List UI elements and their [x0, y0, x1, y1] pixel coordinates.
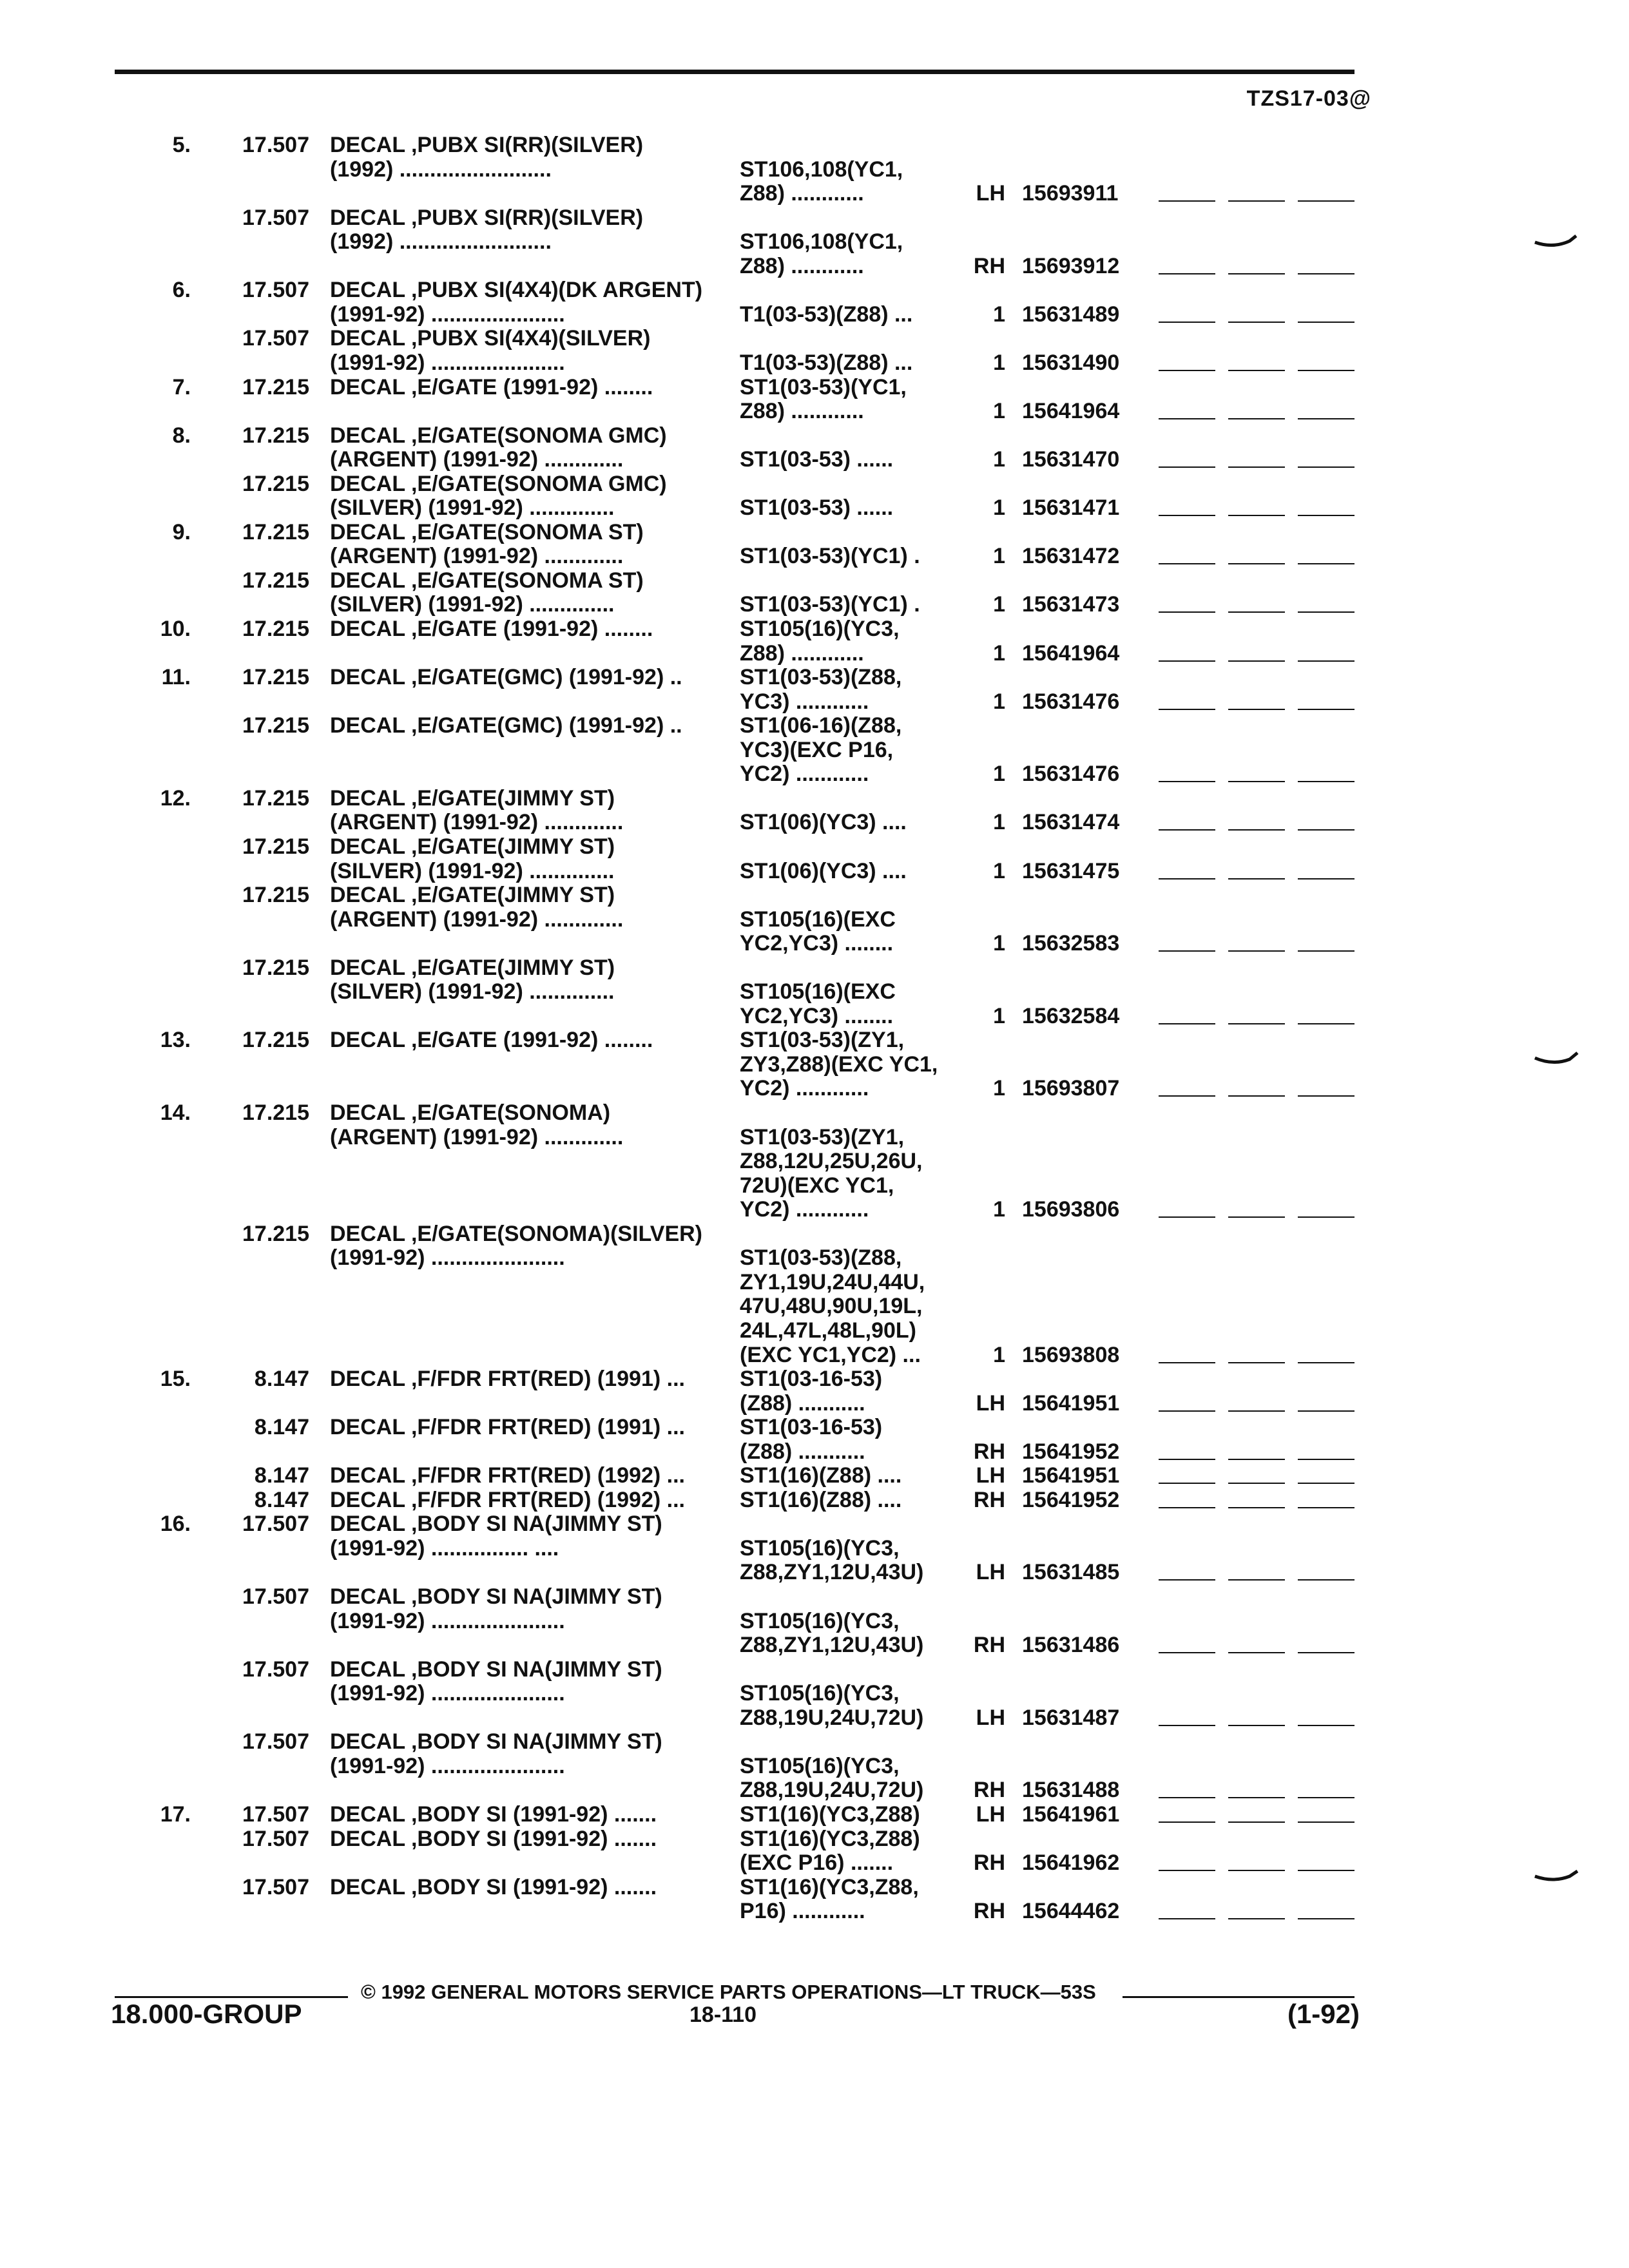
part-description: (SILVER) (1991-92) .............. — [330, 495, 615, 521]
fill-in-blanks — [1159, 1216, 1354, 1218]
part-number: 15631476 — [1022, 762, 1120, 787]
footer-rule-right — [1123, 1996, 1354, 1998]
group-number: 17.215 — [242, 519, 309, 544]
group-number: 17.215 — [242, 1100, 309, 1125]
fill-in-blanks — [1159, 273, 1354, 274]
quantity: LH — [976, 1802, 1005, 1827]
application-code: ST105(16)(YC3, — [740, 1608, 900, 1633]
quantity: 1 — [993, 302, 1005, 327]
part-description: DECAL ,E/GATE(JIMMY ST) — [330, 834, 615, 859]
part-number: 15631473 — [1022, 592, 1120, 617]
fill-in-blanks — [1159, 1797, 1354, 1798]
ref-number: 17. — [160, 1802, 191, 1827]
quantity: RH — [973, 1439, 1005, 1464]
part-description: (1992) ......................... — [330, 157, 552, 182]
part-description: (SILVER) (1991-92) .............. — [330, 592, 615, 617]
fill-in-blanks — [1159, 1507, 1354, 1508]
part-number: 15693912 — [1022, 253, 1120, 278]
part-description: (ARGENT) (1991-92) ............. — [330, 810, 624, 835]
quantity: RH — [973, 1850, 1005, 1876]
application-code: ZY3,Z88)(EXC YC1, — [740, 1052, 938, 1077]
part-number: 15693807 — [1022, 1076, 1120, 1101]
ref-number: 10. — [160, 617, 191, 641]
group-number: 8.147 — [254, 1463, 309, 1488]
part-number: 15641951 — [1022, 1390, 1120, 1416]
ref-number: 6. — [172, 278, 191, 303]
fill-in-blanks — [1159, 200, 1354, 202]
group-number: 17.215 — [242, 617, 309, 641]
fill-in-blanks — [1159, 950, 1354, 952]
application-code: ST1(03-53)(YC1) . — [740, 592, 920, 617]
group-number: 8.147 — [254, 1415, 309, 1440]
part-description: DECAL ,E/GATE(SONOMA) — [330, 1100, 611, 1125]
application-code: ST1(03-53)(YC1, — [740, 374, 907, 399]
part-description: DECAL ,F/FDR FRT(RED) (1991) ... — [330, 1415, 685, 1440]
part-number: 15641952 — [1022, 1487, 1120, 1512]
quantity: 1 — [993, 1342, 1005, 1367]
application-code: ST1(03-16-53) — [740, 1367, 883, 1392]
part-description: (ARGENT) (1991-92) ............. — [330, 907, 624, 932]
application-code: (EXC P16) ....... — [740, 1850, 894, 1876]
application-code: ST105(16)(YC3, — [740, 617, 900, 641]
fill-in-blanks — [1159, 660, 1354, 662]
quantity: 1 — [993, 495, 1005, 521]
application-code: YC3) ............ — [740, 689, 869, 714]
application-code: ST1(16)(YC3,Z88) — [740, 1826, 920, 1851]
part-description: DECAL ,BODY SI NA(JIMMY ST) — [330, 1584, 662, 1609]
part-description: DECAL ,PUBX SI(4X4)(DK ARGENT) — [330, 278, 703, 303]
quantity: 1 — [993, 858, 1005, 883]
quantity: 1 — [993, 447, 1005, 472]
part-number: 15631474 — [1022, 810, 1120, 835]
part-number: 15631487 — [1022, 1705, 1120, 1730]
part-description: (SILVER) (1991-92) .............. — [330, 858, 615, 883]
fill-in-blanks — [1159, 1023, 1354, 1024]
application-code: YC2) ............ — [740, 762, 869, 787]
part-description: DECAL ,F/FDR FRT(RED) (1992) ... — [330, 1463, 685, 1488]
application-code: ST1(03-53) ...... — [740, 495, 894, 521]
application-code: Z88,19U,24U,72U) — [740, 1705, 924, 1730]
fill-in-blanks — [1159, 611, 1354, 613]
quantity: LH — [976, 1463, 1005, 1488]
part-number: 15631490 — [1022, 350, 1120, 375]
application-code: Z88) ............ — [740, 399, 864, 424]
part-description: DECAL ,E/GATE(SONOMA ST) — [330, 519, 644, 544]
application-code: T1(03-53)(Z88) ... — [740, 350, 913, 375]
part-description: (1991-92) ...................... — [330, 1681, 565, 1706]
margin-check-mark — [1534, 1052, 1579, 1067]
fill-in-blanks — [1159, 515, 1354, 516]
fill-in-blanks — [1159, 1870, 1354, 1871]
quantity: LH — [976, 1705, 1005, 1730]
fill-in-blanks — [1159, 1821, 1354, 1823]
application-code: ST1(06)(YC3) .... — [740, 858, 907, 883]
fill-in-blanks — [1159, 1459, 1354, 1460]
fill-in-blanks — [1159, 370, 1354, 371]
part-number: 15631475 — [1022, 858, 1120, 883]
part-description: (1991-92) ...................... — [330, 302, 565, 327]
group-number: 17.215 — [242, 713, 309, 738]
quantity: 1 — [993, 350, 1005, 375]
margin-check-mark — [1534, 1869, 1579, 1884]
part-number: 15693808 — [1022, 1342, 1120, 1367]
application-code: ST1(03-53)(ZY1, — [740, 1124, 905, 1149]
part-number: 15631476 — [1022, 689, 1120, 714]
application-code: ST1(03-53)(YC1) . — [740, 544, 920, 569]
page-number: 18-110 — [689, 2003, 757, 2027]
quantity: 1 — [993, 1003, 1005, 1028]
application-code: Z88) ............ — [740, 253, 864, 278]
group-number: 17.507 — [242, 1657, 309, 1682]
application-code: ST1(16)(YC3,Z88) — [740, 1802, 920, 1827]
part-description: (1991-92) ................ .... — [330, 1535, 559, 1561]
group-number: 17.215 — [242, 374, 309, 399]
fill-in-blanks — [1159, 1410, 1354, 1412]
ref-number: 12. — [160, 785, 191, 811]
part-number: 15631485 — [1022, 1560, 1120, 1585]
part-description: DECAL ,E/GATE(JIMMY ST) — [330, 955, 615, 980]
group-number: 17.507 — [242, 1826, 309, 1851]
application-code: Z88) ............ — [740, 640, 864, 666]
part-description: DECAL ,E/GATE (1991-92) ........ — [330, 374, 653, 399]
ref-number: 15. — [160, 1367, 191, 1392]
ref-number: 11. — [161, 665, 191, 690]
application-code: ST1(03-53) ...... — [740, 447, 894, 472]
quantity: 1 — [993, 1076, 1005, 1101]
part-description: (SILVER) (1991-92) .............. — [330, 979, 615, 1004]
part-description: DECAL ,PUBX SI(RR)(SILVER) — [330, 205, 644, 230]
part-number: 15641951 — [1022, 1463, 1120, 1488]
application-code: Z88,19U,24U,72U) — [740, 1778, 924, 1803]
application-code: Z88) ............ — [740, 181, 864, 206]
part-number: 15641962 — [1022, 1850, 1120, 1876]
quantity: RH — [973, 253, 1005, 278]
application-code: (Z88) ........... — [740, 1390, 865, 1416]
part-description: DECAL ,E/GATE(SONOMA GMC) — [330, 423, 667, 448]
group-number: 17.507 — [242, 1584, 309, 1609]
part-number: 15644462 — [1022, 1899, 1120, 1924]
part-description: DECAL ,BODY SI (1991-92) ....... — [330, 1826, 657, 1851]
quantity: RH — [973, 1487, 1005, 1512]
part-description: DECAL ,E/GATE(GMC) (1991-92) .. — [330, 713, 682, 738]
application-code: T1(03-53)(Z88) ... — [740, 302, 913, 327]
application-code: Z88,ZY1,12U,43U) — [740, 1560, 924, 1585]
application-code: ST105(16)(YC3, — [740, 1535, 900, 1561]
part-description: (1991-92) ...................... — [330, 1608, 565, 1633]
fill-in-blanks — [1159, 418, 1354, 419]
part-number: 15631489 — [1022, 302, 1120, 327]
ref-number: 13. — [160, 1028, 191, 1053]
quantity: 1 — [993, 592, 1005, 617]
group-number: 17.215 — [242, 883, 309, 908]
application-code: ST105(16)(EXC — [740, 907, 896, 932]
part-description: (ARGENT) (1991-92) ............. — [330, 544, 624, 569]
quantity: 1 — [993, 399, 1005, 424]
quantity: RH — [973, 1899, 1005, 1924]
part-description: DECAL ,E/GATE(SONOMA GMC) — [330, 471, 667, 496]
group-number: 17.215 — [242, 834, 309, 859]
group-number: 17.215 — [242, 955, 309, 980]
group-number: 17.507 — [242, 1512, 309, 1537]
application-code: ST105(16)(EXC — [740, 979, 896, 1004]
application-code: ST105(16)(YC3, — [740, 1681, 900, 1706]
fill-in-blanks — [1159, 1362, 1354, 1363]
part-number: 15631470 — [1022, 447, 1120, 472]
fill-in-blanks — [1159, 1725, 1354, 1726]
application-code: ST1(06)(YC3) .... — [740, 810, 907, 835]
part-description: DECAL ,PUBX SI(RR)(SILVER) — [330, 133, 644, 157]
group-number: 17.507 — [242, 205, 309, 230]
group-number: 17.215 — [242, 568, 309, 593]
application-code: ST1(16)(Z88) .... — [740, 1487, 902, 1512]
application-code: 24L,47L,48L,90L) — [740, 1318, 917, 1343]
application-code: ST1(16)(Z88) .... — [740, 1463, 902, 1488]
fill-in-blanks — [1159, 878, 1354, 879]
part-number: 15641964 — [1022, 640, 1120, 666]
part-number: 15631471 — [1022, 495, 1120, 521]
ref-number: 14. — [160, 1100, 191, 1125]
part-description: (ARGENT) (1991-92) ............. — [330, 447, 624, 472]
application-code: ST105(16)(YC3, — [740, 1753, 900, 1778]
quantity: RH — [973, 1778, 1005, 1803]
group-number: 17.215 — [242, 1221, 309, 1246]
quantity: LH — [976, 181, 1005, 206]
part-number: 15693806 — [1022, 1197, 1120, 1222]
application-code: ST106,108(YC1, — [740, 157, 903, 182]
quantity: 1 — [993, 762, 1005, 787]
part-description: (1991-92) ...................... — [330, 350, 565, 375]
footer-rule-left — [115, 1996, 348, 1998]
fill-in-blanks — [1159, 1579, 1354, 1581]
application-code: YC2,YC3) ........ — [740, 1003, 894, 1028]
application-code: YC2,YC3) ........ — [740, 931, 894, 956]
part-number: 15641952 — [1022, 1439, 1120, 1464]
application-code: ST1(03-53)(ZY1, — [740, 1028, 905, 1053]
margin-check-mark — [1534, 233, 1579, 249]
part-number: 15632583 — [1022, 931, 1120, 956]
part-number: 15641964 — [1022, 399, 1120, 424]
part-description: DECAL ,PUBX SI(4X4)(SILVER) — [330, 326, 651, 351]
fill-in-blanks — [1159, 781, 1354, 782]
part-description: DECAL ,E/GATE (1991-92) ........ — [330, 1028, 653, 1053]
quantity: 1 — [993, 810, 1005, 835]
revision-date: (1-92) — [1287, 1999, 1360, 2029]
part-number: 15641961 — [1022, 1802, 1120, 1827]
part-description: DECAL ,F/FDR FRT(RED) (1991) ... — [330, 1367, 685, 1392]
group-number: 8.147 — [254, 1367, 309, 1392]
group-number: 17.215 — [242, 665, 309, 690]
part-number: 15631488 — [1022, 1778, 1120, 1803]
footer-copyright: © 1992 GENERAL MOTORS SERVICE PARTS OPERATIONS—LT TRUCK—53S — [361, 1981, 1096, 2003]
application-code: ST1(16)(YC3,Z88, — [740, 1874, 919, 1899]
application-code: (Z88) ........... — [740, 1439, 865, 1464]
fill-in-blanks — [1159, 466, 1354, 468]
ref-number: 7. — [172, 374, 191, 399]
part-description: DECAL ,E/GATE(JIMMY ST) — [330, 883, 615, 908]
group-number: 17.507 — [242, 278, 309, 303]
fill-in-blanks — [1159, 563, 1354, 564]
group-number: 17.507 — [242, 1802, 309, 1827]
quantity: 1 — [993, 689, 1005, 714]
fill-in-blanks — [1159, 1652, 1354, 1653]
part-description: (1991-92) ...................... — [330, 1753, 565, 1778]
group-number: 17.215 — [242, 1028, 309, 1053]
quantity: LH — [976, 1560, 1005, 1585]
application-code: ST1(03-16-53) — [740, 1415, 883, 1440]
part-number: 15632584 — [1022, 1003, 1120, 1028]
quantity: 1 — [993, 544, 1005, 569]
part-description: DECAL ,E/GATE(SONOMA)(SILVER) — [330, 1221, 702, 1246]
part-number: 15631486 — [1022, 1633, 1120, 1658]
fill-in-blanks — [1159, 829, 1354, 831]
application-code: ZY1,19U,24U,44U, — [740, 1269, 925, 1294]
footer-group: 18.000-GROUP — [111, 1999, 302, 2029]
part-description: DECAL ,E/GATE(GMC) (1991-92) .. — [330, 665, 682, 690]
part-description: DECAL ,E/GATE(JIMMY ST) — [330, 785, 615, 811]
part-description: (1992) ......................... — [330, 229, 552, 255]
application-code: ST1(03-53)(Z88, — [740, 665, 902, 690]
part-description: DECAL ,BODY SI NA(JIMMY ST) — [330, 1729, 662, 1754]
quantity: RH — [973, 1633, 1005, 1658]
application-code: ST106,108(YC1, — [740, 229, 903, 255]
application-code: (EXC YC1,YC2) ... — [740, 1342, 921, 1367]
group-number: 17.507 — [242, 326, 309, 351]
application-code: YC2) ............ — [740, 1076, 869, 1101]
part-number: 15693911 — [1022, 181, 1119, 206]
group-number: 17.507 — [242, 133, 309, 157]
part-description: DECAL ,E/GATE(SONOMA ST) — [330, 568, 644, 593]
quantity: LH — [976, 1390, 1005, 1416]
application-code: P16) ............ — [740, 1899, 865, 1924]
application-code: Z88,12U,25U,26U, — [740, 1149, 923, 1174]
quantity: 1 — [993, 640, 1005, 666]
application-code: 47U,48U,90U,19L, — [740, 1294, 923, 1319]
fill-in-blanks — [1159, 1483, 1354, 1484]
part-description: (1991-92) ...................... — [330, 1245, 565, 1271]
document-code: TZS17-03@ — [1246, 86, 1371, 111]
part-description: DECAL ,F/FDR FRT(RED) (1992) ... — [330, 1487, 685, 1512]
ref-number: 8. — [172, 423, 191, 448]
application-code: YC3)(EXC P16, — [740, 737, 894, 762]
ref-number: 9. — [172, 519, 191, 544]
ref-number: 5. — [172, 133, 191, 157]
fill-in-blanks — [1159, 1918, 1354, 1919]
group-number: 17.215 — [242, 423, 309, 448]
part-number: 15631472 — [1022, 544, 1120, 569]
ref-number: 16. — [160, 1512, 191, 1537]
application-code: ST1(06-16)(Z88, — [740, 713, 902, 738]
part-description: (ARGENT) (1991-92) ............. — [330, 1124, 624, 1149]
part-description: DECAL ,BODY SI (1991-92) ....... — [330, 1802, 657, 1827]
part-description: DECAL ,E/GATE (1991-92) ........ — [330, 617, 653, 641]
application-code: YC2) ............ — [740, 1197, 869, 1222]
application-code: Z88,ZY1,12U,43U) — [740, 1633, 924, 1658]
application-code: ST1(03-53)(Z88, — [740, 1245, 902, 1271]
part-description: DECAL ,BODY SI NA(JIMMY ST) — [330, 1512, 662, 1537]
fill-in-blanks — [1159, 322, 1354, 323]
part-description: DECAL ,BODY SI NA(JIMMY ST) — [330, 1657, 662, 1682]
group-number: 17.507 — [242, 1874, 309, 1899]
top-rule — [115, 70, 1354, 74]
fill-in-blanks — [1159, 709, 1354, 710]
part-description: DECAL ,BODY SI (1991-92) ....... — [330, 1874, 657, 1899]
group-number: 17.215 — [242, 785, 309, 811]
group-number: 17.215 — [242, 471, 309, 496]
fill-in-blanks — [1159, 1095, 1354, 1097]
application-code: 72U)(EXC YC1, — [740, 1173, 894, 1198]
quantity: 1 — [993, 931, 1005, 956]
quantity: 1 — [993, 1197, 1005, 1222]
group-number: 8.147 — [254, 1487, 309, 1512]
group-number: 17.507 — [242, 1729, 309, 1754]
